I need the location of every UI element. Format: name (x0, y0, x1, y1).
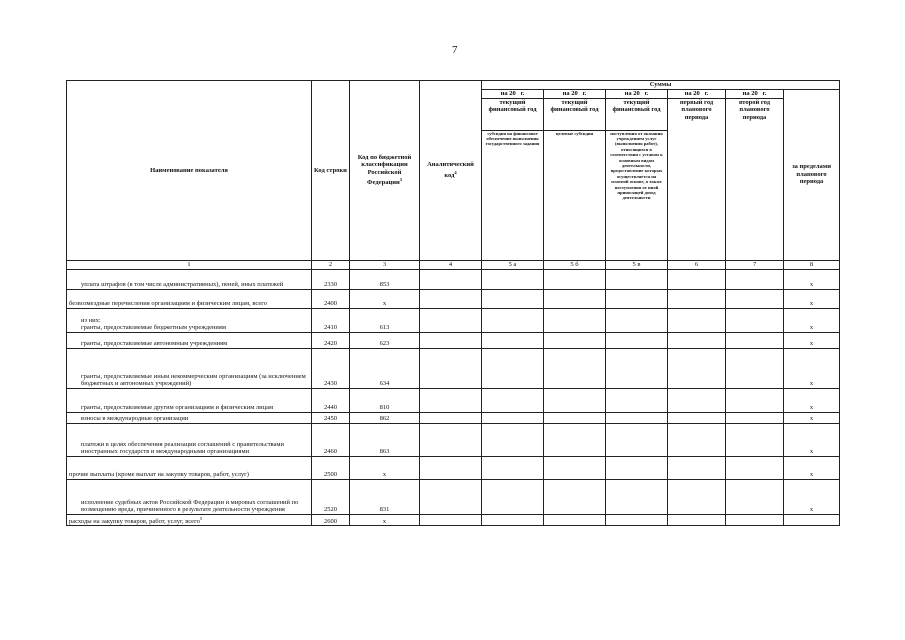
empty-cell (606, 514, 668, 526)
subheader-5b: целевые субсидии (544, 130, 606, 260)
empty-cell (726, 289, 784, 308)
empty-cell (606, 423, 668, 456)
empty-cell (606, 348, 668, 388)
empty-cell (420, 308, 482, 332)
empty-cell (544, 348, 606, 388)
empty-cell (668, 332, 726, 348)
colnum: 2 (312, 260, 350, 269)
colnum: 4 (420, 260, 482, 269)
empty-cell (420, 289, 482, 308)
year-5a: на 20 г. (482, 89, 544, 98)
header-code: Код строки (312, 81, 350, 261)
colnum: 5 б (544, 260, 606, 269)
row-budget-code: x (350, 456, 420, 479)
row-beyond-plan: x (784, 308, 840, 332)
empty-cell (482, 514, 544, 526)
row-budget-code: 810 (350, 388, 420, 412)
empty-cell (668, 423, 726, 456)
empty-cell (544, 289, 606, 308)
row-code: 2410 (312, 308, 350, 332)
empty-cell (482, 456, 544, 479)
empty-cell (726, 456, 784, 479)
row-code: 2520 (312, 479, 350, 514)
row-beyond-plan: x (784, 412, 840, 423)
row-name: расходы на закупку товаров, работ, услуг, всего$^5$ (67, 514, 312, 526)
header-beyond-plan: за пределами планового периода (784, 89, 840, 260)
empty-cell (544, 412, 606, 423)
empty-cell (668, 479, 726, 514)
row-code: 2330 (312, 269, 350, 289)
empty-cell (668, 388, 726, 412)
empty-cell (726, 423, 784, 456)
row-beyond-plan: x (784, 388, 840, 412)
empty-cell (668, 348, 726, 388)
table-body (67, 269, 840, 526)
empty-cell (668, 514, 726, 526)
header-sums: Суммы (482, 81, 840, 90)
empty-cell (544, 479, 606, 514)
row-name: гранты, предоставляемые автономным учреждениям (67, 332, 312, 348)
row-beyond-plan: x (784, 289, 840, 308)
table-row (67, 308, 840, 332)
empty-cell (420, 514, 482, 526)
empty-cell (482, 388, 544, 412)
empty-cell (420, 479, 482, 514)
empty-cell (726, 348, 784, 388)
empty-cell (482, 289, 544, 308)
table-row (67, 348, 840, 388)
empty-cell (420, 412, 482, 423)
empty-cell (482, 332, 544, 348)
header-budget-code: Код по бюджетной классификации Российской Федерации$^3$ (350, 81, 420, 261)
table-row (67, 423, 840, 456)
empty-cell (726, 269, 784, 289)
row-code: 2400 (312, 289, 350, 308)
row-budget-code: 853 (350, 269, 420, 289)
row-name: гранты, предоставляемые другим организациям и физическим лицам (67, 388, 312, 412)
row-name: платежи в целях обеспечения реализации соглашений с правительствами иностранных государств и международными организациями (67, 423, 312, 456)
header-analytic: Аналитический код$^4$ (420, 81, 482, 261)
table-row (67, 332, 840, 348)
subheader-5a: субсидия на финансовое обеспечение выполнения государственного задания (482, 130, 544, 260)
row-beyond-plan: x (784, 479, 840, 514)
colnum: 1 (67, 260, 312, 269)
row-code: 2430 (312, 348, 350, 388)
table-row (67, 289, 840, 308)
empty-cell (606, 308, 668, 332)
row-name: уплата штрафов (в том числе административных), пеней, иных платежей (67, 269, 312, 289)
row-budget-code: 634 (350, 348, 420, 388)
row-code: 2460 (312, 423, 350, 456)
empty-cell (606, 412, 668, 423)
table-row (67, 456, 840, 479)
row-beyond-plan (784, 514, 840, 526)
row-code: 2600 (312, 514, 350, 526)
empty-cell (544, 269, 606, 289)
empty-cell (544, 388, 606, 412)
table-row (67, 514, 840, 526)
row-beyond-plan: x (784, 269, 840, 289)
empty-cell (420, 423, 482, 456)
table-row (67, 412, 840, 423)
colnum: 3 (350, 260, 420, 269)
row-code: 2420 (312, 332, 350, 348)
subheader-5v: поступления от оказания учреждением услуг (выполнения работ), относящихся в соответствии с уставом к основным видам деятельности, предоставление которых осуществляется на платной основе, а также поступления от иной приносящей доход деятельности (606, 130, 668, 260)
empty-cell (544, 423, 606, 456)
empty-cell (606, 269, 668, 289)
empty-cell (606, 289, 668, 308)
empty-cell (606, 388, 668, 412)
row-name: безвозмездные перечисления организациям и физическим лицам, всего (67, 289, 312, 308)
empty-cell (726, 388, 784, 412)
year-5b: на 20 г. (544, 89, 606, 98)
row-beyond-plan: x (784, 423, 840, 456)
empty-cell (544, 308, 606, 332)
colnum: 5 в (606, 260, 668, 269)
financial-plan-table (66, 80, 840, 526)
period-7: второй год планового периода (726, 98, 784, 260)
empty-cell (420, 332, 482, 348)
empty-cell (482, 308, 544, 332)
empty-cell (726, 514, 784, 526)
empty-cell (482, 479, 544, 514)
period-5b: текущий финансовый год (544, 98, 606, 130)
table-row (67, 269, 840, 289)
colnum: 5 а (482, 260, 544, 269)
empty-cell (420, 388, 482, 412)
empty-cell (606, 479, 668, 514)
column-number-row (67, 260, 840, 269)
row-code: 2500 (312, 456, 350, 479)
period-5a: текущий финансовый год (482, 98, 544, 130)
colnum: 6 (668, 260, 726, 269)
empty-cell (606, 456, 668, 479)
empty-cell (420, 269, 482, 289)
row-code: 2440 (312, 388, 350, 412)
row-name: из них: гранты, предоставляемые бюджетным учреждениям (67, 308, 312, 332)
period-6: первый год планового периода (668, 98, 726, 260)
year-5v: на 20 г. (606, 89, 668, 98)
colnum: 7 (726, 260, 784, 269)
empty-cell (726, 412, 784, 423)
row-budget-code: 831 (350, 479, 420, 514)
empty-cell (544, 456, 606, 479)
empty-cell (726, 308, 784, 332)
empty-cell (606, 332, 668, 348)
row-code: 2450 (312, 412, 350, 423)
empty-cell (668, 308, 726, 332)
row-budget-code: 863 (350, 423, 420, 456)
table-row (67, 388, 840, 412)
empty-cell (668, 269, 726, 289)
year-6: на 20 г. (668, 89, 726, 98)
empty-cell (726, 479, 784, 514)
empty-cell (668, 456, 726, 479)
empty-cell (544, 332, 606, 348)
row-beyond-plan: x (784, 348, 840, 388)
empty-cell (668, 412, 726, 423)
row-budget-code: 623 (350, 332, 420, 348)
empty-cell (420, 348, 482, 388)
empty-cell (482, 269, 544, 289)
table-row (67, 479, 840, 514)
empty-cell (544, 514, 606, 526)
row-budget-code: x (350, 289, 420, 308)
row-budget-code: x (350, 514, 420, 526)
empty-cell (726, 332, 784, 348)
colnum: 8 (784, 260, 840, 269)
empty-cell (482, 348, 544, 388)
row-beyond-plan: x (784, 456, 840, 479)
row-name: исполнение судебных актов Российской Федерации и мировых соглашений по возмещению вреда, причиненного в результате деятельности учреждения (67, 479, 312, 514)
empty-cell (668, 289, 726, 308)
year-7: на 20 г. (726, 89, 784, 98)
empty-cell (482, 423, 544, 456)
row-beyond-plan: x (784, 332, 840, 348)
header-name: Наименование показателя (67, 81, 312, 261)
empty-cell (482, 412, 544, 423)
row-budget-code: 613 (350, 308, 420, 332)
row-budget-code: 862 (350, 412, 420, 423)
row-name: гранты, предоставляемые иным некоммерческим организациям (за исключением бюджетных и автономных учреждений) (67, 348, 312, 388)
row-name: прочие выплаты (кроме выплат на закупку товаров, работ, услуг) (67, 456, 312, 479)
row-name: взносы в международные организации (67, 412, 312, 423)
page-number: 7 (452, 44, 458, 56)
period-5v: текущий финансовый год (606, 98, 668, 130)
empty-cell (420, 456, 482, 479)
